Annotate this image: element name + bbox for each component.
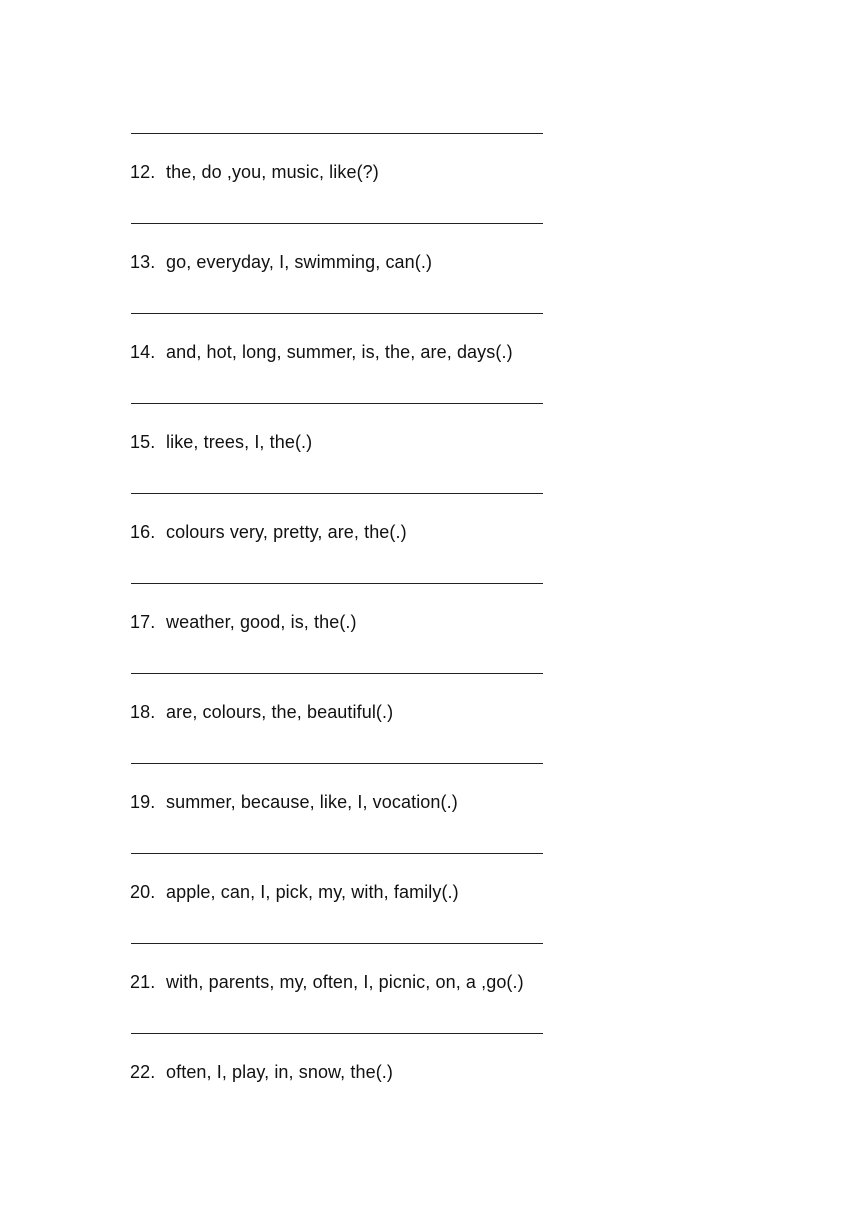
question-number: 20. bbox=[130, 882, 156, 902]
question-text: the, do ,you, music, like(?) bbox=[166, 162, 379, 182]
question-18 bbox=[130, 701, 393, 723]
question-number: 15. bbox=[130, 432, 156, 452]
answer-line bbox=[131, 223, 543, 224]
question-number: 17. bbox=[130, 612, 156, 632]
question-13 bbox=[130, 251, 432, 273]
question-16 bbox=[130, 521, 407, 543]
question-17 bbox=[130, 611, 357, 633]
question-20 bbox=[130, 881, 459, 903]
question-number: 19. bbox=[130, 792, 156, 812]
question-text: with, parents, my, often, I, picnic, on, a ,go(.) bbox=[166, 972, 524, 992]
question-number: 21. bbox=[130, 972, 156, 992]
answer-line bbox=[131, 943, 543, 944]
question-text: weather, good, is, the(.) bbox=[166, 612, 357, 632]
question-number: 13. bbox=[130, 252, 156, 272]
answer-line bbox=[131, 403, 543, 404]
question-number: 16. bbox=[130, 522, 156, 542]
answer-line bbox=[131, 493, 543, 494]
question-text: are, colours, the, beautiful(.) bbox=[166, 702, 394, 722]
question-number: 14. bbox=[130, 342, 156, 362]
question-number: 22. bbox=[130, 1062, 156, 1082]
answer-line bbox=[131, 133, 543, 134]
question-text: colours very, pretty, are, the(.) bbox=[166, 522, 407, 542]
question-text: and, hot, long, summer, is, the, are, days(.) bbox=[166, 342, 513, 362]
question-12 bbox=[130, 161, 379, 183]
question-text: like, trees, I, the(.) bbox=[166, 432, 313, 452]
question-number: 18. bbox=[130, 702, 156, 722]
question-19 bbox=[130, 791, 458, 813]
question-22 bbox=[130, 1061, 393, 1083]
question-14 bbox=[130, 341, 513, 363]
question-text: go, everyday, I, swimming, can(.) bbox=[166, 252, 433, 272]
question-text: apple, can, I, pick, my, with, family(.) bbox=[166, 882, 459, 902]
answer-line bbox=[131, 1033, 543, 1034]
question-21 bbox=[130, 971, 524, 993]
question-number: 12. bbox=[130, 162, 156, 182]
answer-line bbox=[131, 763, 543, 764]
answer-line bbox=[131, 583, 543, 584]
answer-line bbox=[131, 673, 543, 674]
question-15 bbox=[130, 431, 312, 453]
question-text: often, I, play, in, snow, the(.) bbox=[166, 1062, 393, 1082]
question-text: summer, because, like, I, vocation(.) bbox=[166, 792, 458, 812]
answer-line bbox=[131, 313, 543, 314]
answer-line bbox=[131, 853, 543, 854]
